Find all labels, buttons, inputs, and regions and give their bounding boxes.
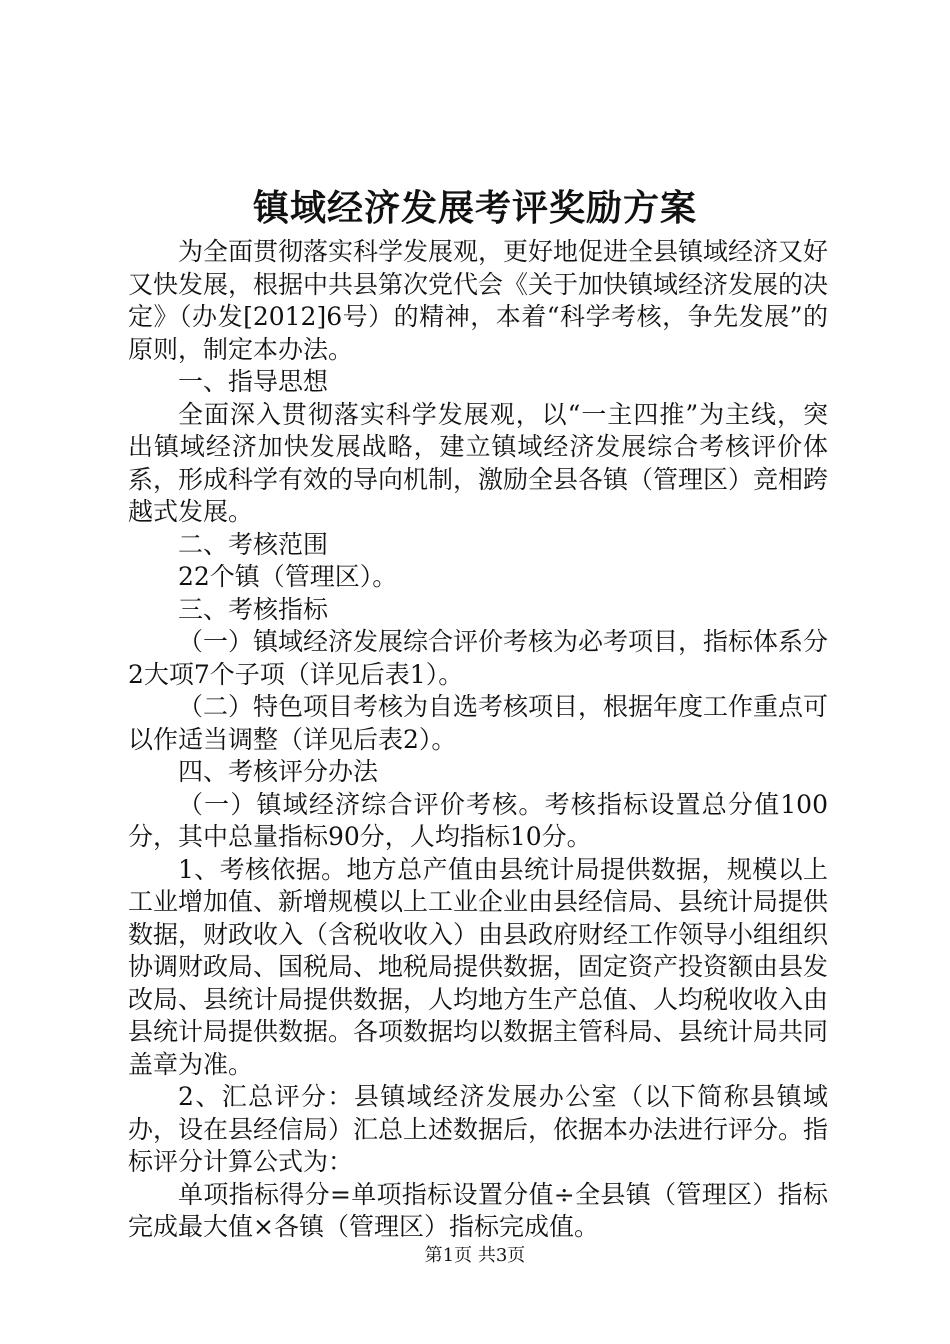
paragraph-scoring-overview: （一）镇域经济综合评价考核。考核指标设置总分值100分，其中总量指标90分，人均指标10分。 bbox=[128, 789, 828, 851]
paragraph-scoring-basis: 1、考核依据。地方总产值由县统计局提供数据，规模以上工业增加值、新增规模以上工业企业由县经信局、县统计局提供数据，财政收入（含税收收入）由县政府财经工作领导小组组织协调财政局、国税局、地税局提供数据，固定资产投资额由县发改局、县统计局提供数据，人均地方生产总值、人均税收收入由县统计局提供数据。各项数据均以数据主管科局、县统计局共同盖章为准。 bbox=[128, 854, 829, 1079]
document-body bbox=[128, 236, 828, 1244]
paragraph-intro: 为全面贯彻落实科学发展观，更好地促进全县镇域经济又好又快发展，根据中共县第次党代会《关于加快镇域经济发展的决定》（办发[2012]6号）的精神，本着“科学考核，争先发展”的原则，制定本办法。 bbox=[128, 237, 829, 364]
section-heading-assessment-indicators: 三、考核指标 bbox=[178, 594, 329, 624]
section-heading-scoring-method: 四、考核评分办法 bbox=[178, 757, 379, 786]
section-heading-assessment-scope: 二、考核范围 bbox=[178, 529, 329, 559]
paragraph-scoring-summary: 2、汇总评分：县镇域经济发展办公室（以下简称县镇域办，设在县经信局）汇总上述数据后，依据本办法进行评分。指标评分计算公式为： bbox=[128, 1082, 829, 1176]
document-title: 镇域经济发展考评奖励方案 bbox=[252, 187, 697, 229]
paragraph-guiding-ideology: 全面深入贯彻落实科学发展观，以“一主四推”为主线，突出镇域经济加快发展战略，建立镇域经济发展综合考核评价体系，形成科学有效的导向机制，激励全县各镇（管理区）竞相跨越式发展。 bbox=[128, 399, 829, 526]
paragraph-assessment-scope: 22个镇（管理区）。 bbox=[178, 562, 398, 591]
paragraph-scoring-formula: 单项指标得分=单项指标设置分值÷全县镇（管理区）指标完成最大值×各镇（管理区）指标完成值。 bbox=[128, 1179, 828, 1241]
paragraph-indicator-1: （一）镇域经济发展综合评价考核为必考项目，指标体系分2大项7个子项（详见后表1）。 bbox=[128, 627, 829, 689]
paragraph-indicator-2: （二）特色项目考核为自选考核项目，根据年度工作重点可以作适当调整（详见后表2）。 bbox=[128, 692, 829, 754]
page-footer: 第1页 共3页 bbox=[424, 1245, 526, 1266]
section-heading-guiding-ideology: 一、指导思想 bbox=[178, 367, 329, 396]
